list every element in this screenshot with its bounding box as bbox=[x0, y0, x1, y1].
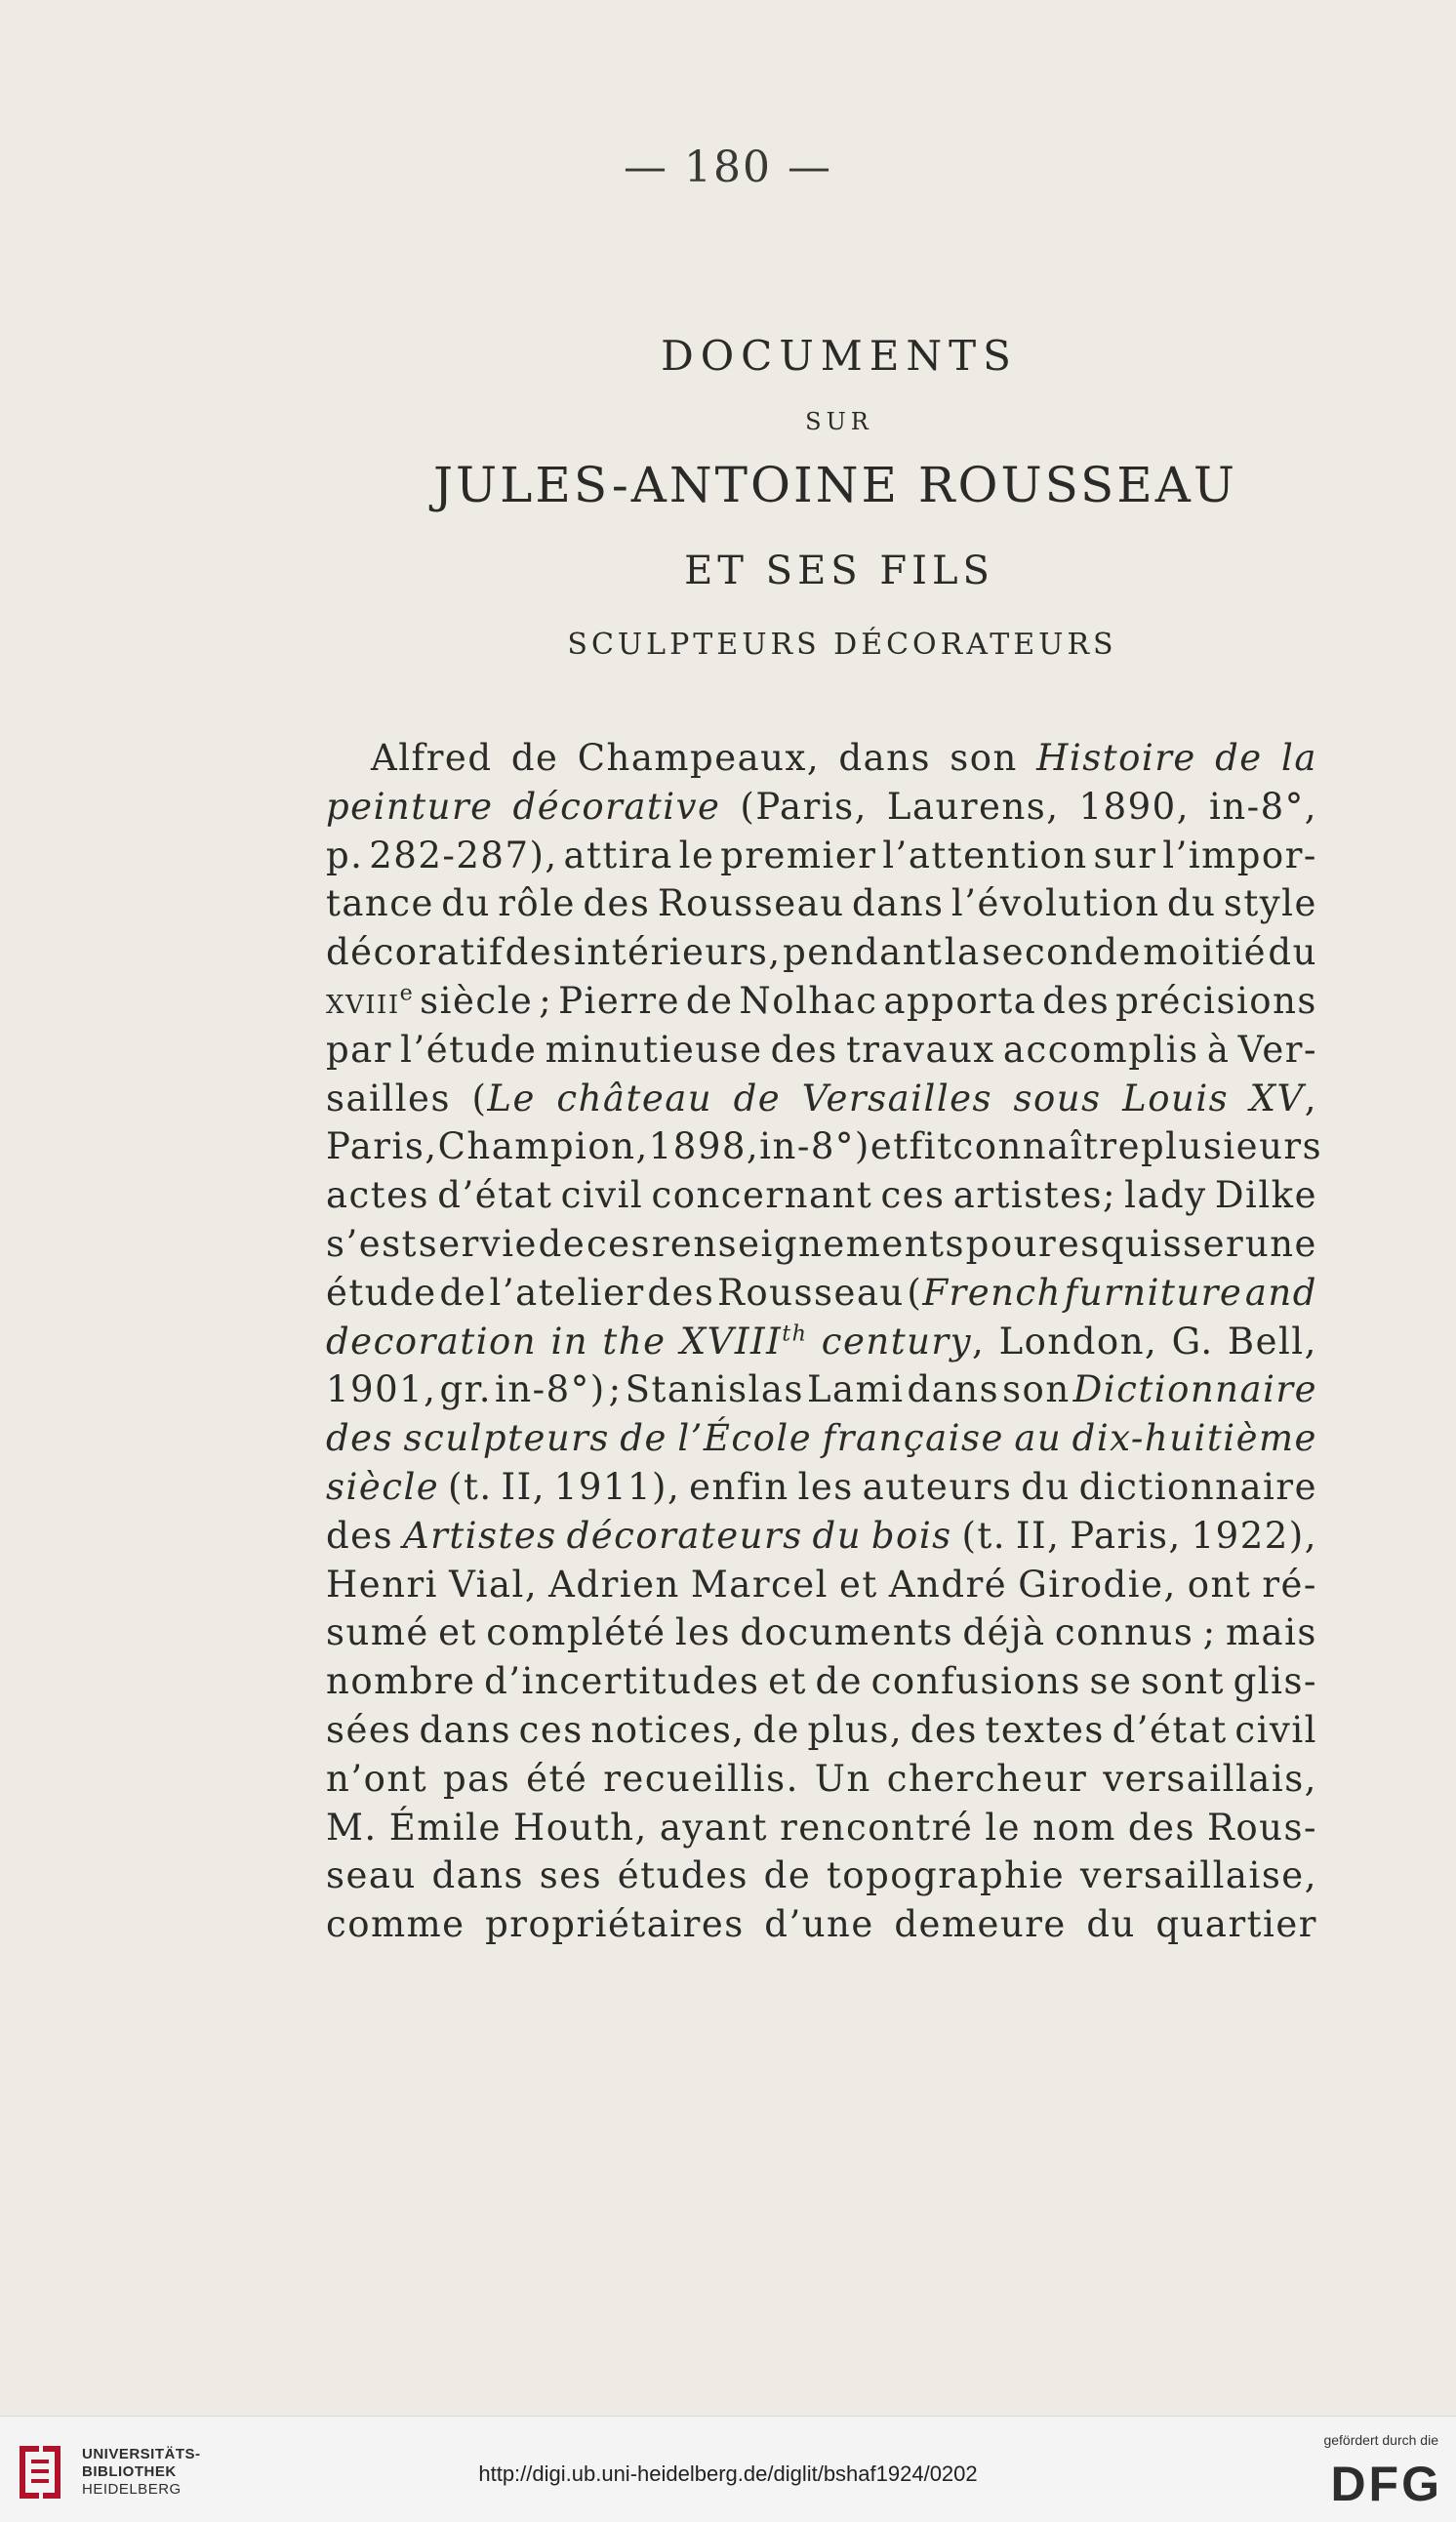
word: d’une bbox=[764, 1903, 874, 1946]
word: auteurs bbox=[862, 1465, 1013, 1508]
word: Champion, bbox=[437, 1125, 649, 1168]
word: esquisser bbox=[1057, 1222, 1245, 1265]
word: in bbox=[550, 1320, 589, 1363]
word: gr. bbox=[439, 1368, 493, 1411]
word: Alfred bbox=[371, 737, 493, 779]
word: XVIIIth bbox=[679, 1320, 808, 1363]
word: d’état bbox=[437, 1174, 553, 1217]
word: style bbox=[1223, 882, 1317, 925]
word: Un bbox=[814, 1757, 871, 1800]
word: pas bbox=[443, 1757, 511, 1800]
word: ayant bbox=[659, 1806, 769, 1849]
word: rencontré bbox=[780, 1806, 974, 1849]
word: seau bbox=[326, 1854, 417, 1897]
text-line bbox=[326, 1075, 1317, 1123]
word: et bbox=[768, 1660, 807, 1703]
word: française bbox=[822, 1417, 1004, 1460]
text-line bbox=[326, 1269, 1317, 1318]
word: decoration bbox=[326, 1320, 538, 1363]
word: London, bbox=[998, 1320, 1158, 1363]
word: (t. bbox=[961, 1514, 1007, 1557]
word: (Paris, bbox=[740, 785, 868, 828]
word: et bbox=[870, 1125, 910, 1168]
word: sumé bbox=[326, 1611, 429, 1654]
word: M. bbox=[326, 1806, 378, 1849]
word: connaître bbox=[952, 1125, 1141, 1168]
word: l’impor- bbox=[1162, 834, 1317, 876]
word: bois bbox=[870, 1514, 952, 1557]
word: travaux bbox=[845, 1028, 995, 1071]
word: textes bbox=[985, 1708, 1105, 1751]
word: du bbox=[441, 882, 491, 925]
word: des bbox=[326, 1417, 394, 1460]
word: André bbox=[888, 1563, 1008, 1606]
word: sailles bbox=[326, 1077, 451, 1119]
word: Artistes bbox=[402, 1514, 557, 1557]
text-line bbox=[326, 1463, 1317, 1512]
word: apporta bbox=[883, 979, 1037, 1022]
word: in-8°, bbox=[1209, 785, 1317, 828]
word: une bbox=[1244, 1222, 1317, 1265]
word: château bbox=[556, 1077, 713, 1119]
word: Ver- bbox=[1237, 1028, 1317, 1071]
word: les bbox=[674, 1611, 732, 1654]
word: décorateurs bbox=[566, 1514, 803, 1557]
heading-name: JULES-ANTOINE ROUSSEAU bbox=[432, 457, 1238, 513]
word: et bbox=[839, 1563, 878, 1606]
text-line bbox=[326, 1657, 1317, 1706]
word: Houth, bbox=[512, 1806, 648, 1849]
word: versaillais, bbox=[1103, 1757, 1317, 1800]
word: Dilke bbox=[1214, 1174, 1317, 1217]
word: 282-287), bbox=[369, 834, 558, 876]
heading-fils: ET SES FILS bbox=[684, 549, 994, 593]
word: au bbox=[1014, 1417, 1063, 1460]
heading-sur: SUR bbox=[805, 408, 873, 435]
word: Girodie, bbox=[1018, 1563, 1177, 1606]
word: la bbox=[1281, 737, 1317, 779]
funding-note: gefördert durch die bbox=[1323, 2432, 1438, 2448]
word: à bbox=[1206, 1028, 1231, 1071]
dfg-logo: DFG bbox=[1330, 2457, 1442, 2511]
word: le bbox=[678, 834, 715, 876]
text-line bbox=[326, 1900, 1317, 1949]
word: topographie bbox=[826, 1854, 1066, 1897]
text-line bbox=[326, 1318, 1317, 1366]
word: dans bbox=[431, 1854, 525, 1897]
word: furniture bbox=[1064, 1271, 1243, 1314]
word: Rous- bbox=[1207, 1806, 1317, 1849]
word: le bbox=[985, 1806, 1022, 1849]
word: accomplis bbox=[1002, 1028, 1199, 1071]
word: siècle bbox=[326, 1465, 440, 1508]
word: des bbox=[647, 1271, 715, 1314]
word: ; bbox=[539, 979, 553, 1022]
word: études bbox=[617, 1854, 748, 1897]
word: de bbox=[439, 1271, 487, 1314]
word: lady bbox=[1124, 1174, 1207, 1217]
library-line-2: BIBLIOTHEK bbox=[82, 2463, 177, 2480]
word: artistes; bbox=[952, 1174, 1116, 1217]
word: Paris, bbox=[1070, 1514, 1182, 1557]
word: Émile bbox=[388, 1806, 502, 1849]
word: des bbox=[326, 1514, 394, 1557]
word: Lami bbox=[806, 1368, 905, 1411]
word: fit bbox=[909, 1125, 953, 1168]
word: Bell, bbox=[1227, 1320, 1317, 1363]
word: peinture bbox=[326, 785, 494, 828]
word: civil bbox=[1234, 1708, 1317, 1751]
word: Champeaux, bbox=[577, 737, 821, 779]
word: demeure bbox=[894, 1903, 1067, 1946]
word: Henri bbox=[326, 1563, 439, 1606]
word: Adrien bbox=[548, 1563, 680, 1606]
text-line bbox=[326, 1561, 1317, 1609]
word: premier bbox=[720, 834, 877, 876]
word: actes bbox=[326, 1174, 430, 1217]
word: du bbox=[1166, 882, 1217, 925]
text-line bbox=[326, 1122, 1323, 1171]
text-line bbox=[326, 1171, 1317, 1220]
word: s’est bbox=[326, 1222, 419, 1265]
word: rôle bbox=[498, 882, 576, 925]
word: the bbox=[602, 1320, 667, 1363]
word: nombre bbox=[326, 1660, 476, 1703]
word: nom bbox=[1032, 1806, 1116, 1849]
word: du bbox=[1268, 931, 1317, 974]
word: II, bbox=[501, 1465, 546, 1508]
word: attira bbox=[563, 834, 673, 876]
body-paragraph bbox=[326, 734, 1323, 1949]
word: la bbox=[944, 931, 981, 974]
word: ; bbox=[608, 1368, 623, 1411]
word: documents bbox=[740, 1611, 954, 1654]
word: du bbox=[1021, 1465, 1071, 1508]
word: de bbox=[733, 1077, 782, 1119]
word: d’état bbox=[1112, 1708, 1228, 1751]
word: comme bbox=[326, 1903, 465, 1946]
word: Rousseau bbox=[717, 1271, 905, 1314]
word: de bbox=[685, 979, 734, 1022]
word: son bbox=[950, 737, 1018, 779]
word: Dictionnaire bbox=[1072, 1368, 1317, 1411]
text-line bbox=[326, 1220, 1317, 1269]
word: d’incertitudes bbox=[484, 1660, 760, 1703]
word: étude bbox=[326, 1271, 437, 1314]
word: de bbox=[510, 737, 559, 779]
word: (t. bbox=[448, 1465, 493, 1508]
word: 1898, bbox=[648, 1125, 760, 1168]
word: seconde bbox=[982, 931, 1142, 974]
word: déjà bbox=[962, 1611, 1046, 1654]
word: l’attention bbox=[882, 834, 1088, 876]
word: p. bbox=[326, 834, 364, 876]
word: civil bbox=[560, 1174, 644, 1217]
word: ces bbox=[880, 1174, 946, 1217]
word: ré- bbox=[1262, 1563, 1317, 1606]
word: dans bbox=[838, 737, 931, 779]
source-url-link[interactable]: http://digi.ub.uni-heidelberg.de/diglit/bshaf1924/0202 bbox=[478, 2461, 978, 2486]
word: de bbox=[763, 1854, 812, 1897]
word: notices, bbox=[590, 1708, 746, 1751]
word: Marcel bbox=[690, 1563, 829, 1606]
text-line bbox=[326, 1804, 1317, 1852]
word: n’ont bbox=[326, 1757, 428, 1800]
word: sous bbox=[1013, 1077, 1102, 1119]
word: II, bbox=[1015, 1514, 1061, 1557]
word: in-8°) bbox=[495, 1368, 606, 1411]
library-line-1: UNIVERSITÄTS- bbox=[82, 2446, 201, 2462]
word: century, bbox=[821, 1320, 986, 1363]
word: dix-huitième bbox=[1072, 1417, 1317, 1460]
word: Louis bbox=[1122, 1077, 1230, 1119]
word: par bbox=[326, 1028, 392, 1071]
word: concernant bbox=[651, 1174, 873, 1217]
text-line bbox=[326, 1414, 1317, 1463]
word: 1922), bbox=[1191, 1514, 1317, 1557]
word: moitié bbox=[1143, 931, 1268, 974]
word: sont bbox=[1141, 1660, 1226, 1703]
word: des bbox=[910, 1708, 978, 1751]
word: confusions bbox=[870, 1660, 1081, 1703]
page-number: — 180 — bbox=[624, 142, 832, 192]
library-line-3: HEIDELBERG bbox=[82, 2481, 182, 2498]
word: servie bbox=[418, 1222, 538, 1265]
word: dans bbox=[851, 882, 945, 925]
word: 1911), bbox=[553, 1465, 681, 1508]
word: pendant bbox=[783, 931, 944, 974]
word: and bbox=[1244, 1271, 1317, 1314]
word: chercheur bbox=[886, 1757, 1088, 1800]
text-line bbox=[326, 832, 1317, 880]
word: et bbox=[438, 1611, 477, 1654]
word: du bbox=[1086, 1903, 1136, 1946]
text-line bbox=[326, 734, 1317, 783]
word: glis- bbox=[1233, 1660, 1317, 1703]
word: recueillis. bbox=[603, 1757, 799, 1800]
word: Versailles bbox=[801, 1077, 993, 1119]
word: de bbox=[620, 1417, 667, 1460]
word: les bbox=[797, 1465, 854, 1508]
text-line bbox=[326, 879, 1317, 928]
word: ; bbox=[1202, 1611, 1217, 1654]
word: été bbox=[526, 1757, 588, 1800]
word: des bbox=[770, 1028, 838, 1071]
word: Paris, bbox=[326, 1125, 438, 1168]
word: l’atelier bbox=[489, 1271, 645, 1314]
word: (French bbox=[907, 1271, 1062, 1314]
word: Vial, bbox=[449, 1563, 539, 1606]
word: G. bbox=[1171, 1320, 1214, 1363]
word: siècle bbox=[420, 979, 534, 1022]
word: plusieurs bbox=[1141, 1125, 1323, 1168]
text-line bbox=[326, 1706, 1317, 1755]
text-line bbox=[326, 1365, 1317, 1414]
word: ont bbox=[1187, 1563, 1252, 1606]
word: ses bbox=[539, 1854, 603, 1897]
word: se bbox=[1089, 1660, 1133, 1703]
word: mais bbox=[1225, 1611, 1317, 1654]
word: Pierre bbox=[558, 979, 681, 1022]
word: intérieurs, bbox=[574, 931, 782, 974]
word: xviii$^e$ bbox=[326, 979, 415, 1022]
word: in-8°) bbox=[759, 1125, 870, 1168]
word: enfin bbox=[689, 1465, 789, 1508]
word: son bbox=[1002, 1368, 1071, 1411]
word: Rousseau bbox=[657, 882, 845, 925]
word: Laurens, bbox=[886, 785, 1060, 828]
text-line bbox=[326, 783, 1317, 832]
heading-documents: DOCUMENTS bbox=[661, 332, 1018, 380]
word: tance bbox=[326, 882, 434, 925]
word: décoratif bbox=[326, 931, 505, 974]
word: renseignements bbox=[651, 1222, 965, 1265]
word: plus, bbox=[807, 1708, 904, 1751]
word: Nolhac bbox=[739, 979, 878, 1022]
word: des bbox=[1127, 1806, 1195, 1849]
text-line bbox=[326, 1512, 1317, 1561]
word: versaillaise, bbox=[1079, 1854, 1317, 1897]
word: Histoire bbox=[1036, 737, 1196, 779]
word: minutieuse bbox=[545, 1028, 763, 1071]
word: précisions bbox=[1115, 979, 1317, 1022]
word: dans bbox=[907, 1368, 1000, 1411]
word: l’étude bbox=[400, 1028, 538, 1071]
word: complété bbox=[486, 1611, 667, 1654]
word: quartier bbox=[1155, 1903, 1317, 1946]
word: 1890, bbox=[1078, 785, 1190, 828]
text-line bbox=[326, 1026, 1317, 1075]
word: sculpteurs bbox=[403, 1417, 610, 1460]
word: ces bbox=[518, 1708, 584, 1751]
word: de bbox=[538, 1222, 586, 1265]
word: des bbox=[1042, 979, 1111, 1022]
word: de bbox=[1215, 737, 1263, 779]
text-line bbox=[326, 1851, 1317, 1900]
word: des bbox=[505, 931, 573, 974]
text-line bbox=[326, 928, 1317, 977]
word: des bbox=[583, 882, 651, 925]
word: Stanislas bbox=[625, 1368, 804, 1411]
word: sur bbox=[1093, 834, 1157, 876]
word: pour bbox=[965, 1222, 1058, 1265]
word: sées bbox=[326, 1708, 412, 1751]
word: l’École bbox=[677, 1417, 813, 1460]
word: (Le bbox=[471, 1077, 536, 1119]
footer-bar bbox=[0, 2416, 1456, 2522]
word: dans bbox=[419, 1708, 511, 1751]
word: ces bbox=[586, 1222, 652, 1265]
word: 1901, bbox=[326, 1368, 437, 1411]
word: de bbox=[815, 1660, 864, 1703]
text-line bbox=[326, 977, 1317, 1026]
text-line bbox=[326, 1755, 1317, 1804]
word: propriétaires bbox=[485, 1903, 745, 1946]
word: de bbox=[752, 1708, 800, 1751]
word: XV, bbox=[1249, 1077, 1317, 1119]
text-line bbox=[326, 1608, 1317, 1657]
heading-sculpteurs: SCULPTEURS DÉCORATEURS bbox=[567, 628, 1117, 662]
word: connus bbox=[1054, 1611, 1194, 1654]
word: du bbox=[812, 1514, 863, 1557]
word: dictionnaire bbox=[1078, 1465, 1317, 1508]
word: décorative bbox=[512, 785, 721, 828]
word: l’évolution bbox=[950, 882, 1160, 925]
